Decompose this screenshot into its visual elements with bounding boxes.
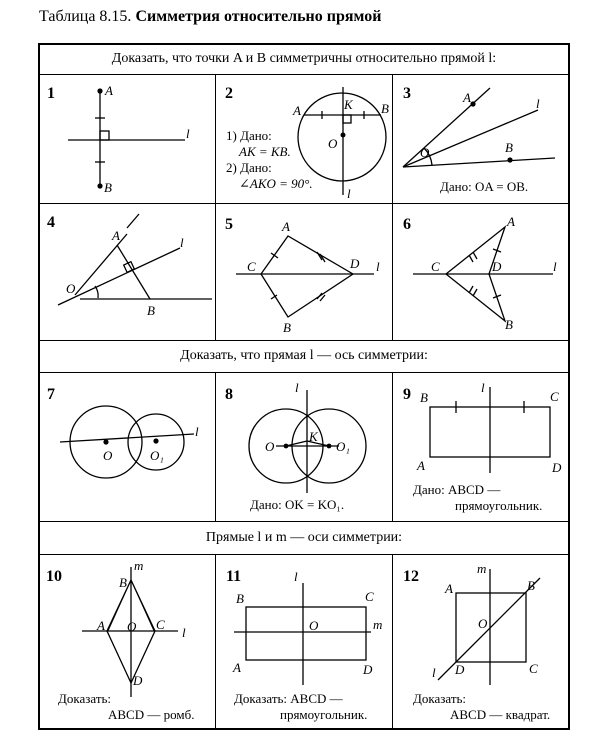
point-label-b: B — [236, 591, 244, 606]
line-label-l: l — [180, 235, 184, 250]
given-text: Доказать: — [58, 691, 112, 706]
line-label-l: l — [432, 665, 436, 680]
point-label-a: A — [97, 618, 105, 633]
figure-cell-12 — [393, 555, 569, 729]
point-label-a: A — [463, 90, 471, 105]
figure-number: 2 — [225, 85, 233, 102]
figure-cell-1 — [40, 75, 215, 203]
point-label-o1: O₁ — [336, 439, 350, 454]
figure-number: 4 — [47, 214, 55, 231]
line-label-m: m — [373, 617, 383, 632]
figure-cell-8 — [216, 373, 392, 521]
point-label-o: O — [309, 618, 319, 633]
point-label-o: O — [103, 448, 113, 463]
point-label-a: A — [112, 228, 120, 243]
table-title — [39, 8, 381, 26]
given-text: 1) Дано: — [226, 128, 272, 143]
point-label-d: D — [492, 259, 502, 274]
point-label-b: B — [147, 303, 155, 318]
point-label-o1: O₁ — [150, 448, 164, 463]
figure-cell-10 — [40, 555, 215, 729]
line-label-m: m — [477, 561, 487, 576]
figure-number: 7 — [47, 386, 55, 403]
line-label-l: l — [536, 96, 540, 111]
point-label-a: A — [507, 214, 515, 229]
section-header: Доказать, что прямая l — ось симметрии: — [180, 348, 428, 363]
figure-cell-3 — [393, 75, 569, 203]
figure-number: 6 — [403, 216, 411, 233]
point-label-o: O — [328, 136, 338, 151]
point-label-a: A — [293, 103, 301, 118]
point-label-o: O — [420, 145, 430, 160]
divider — [38, 521, 570, 522]
figure-number: 5 — [225, 216, 233, 233]
figure-cell-2 — [216, 75, 392, 203]
line-label-l: l — [481, 380, 485, 395]
point-label-c: C — [365, 589, 374, 604]
point-label-b: B — [505, 140, 513, 155]
figure-cell-4 — [40, 204, 215, 340]
point-label-o: O — [265, 439, 275, 454]
figure-5-drawing — [216, 204, 392, 340]
line-label-l: l — [294, 569, 298, 584]
figure-7-drawing — [40, 373, 215, 521]
table-title-text: Симметрия относительно прямой — [135, 8, 382, 25]
section-header: Прямые l и m — оси симметрии: — [205, 530, 403, 545]
figure-number: 9 — [403, 386, 411, 403]
point-label-d: D — [455, 662, 465, 677]
point-label-c: C — [247, 259, 256, 274]
point-label-o: O — [127, 619, 137, 634]
point-label-d: D — [552, 460, 562, 475]
point-label-b: B — [283, 320, 291, 335]
point-label-a: A — [445, 581, 453, 596]
figure-cell-5 — [216, 204, 392, 340]
figure-number: 12 — [403, 568, 419, 585]
point-label-b: B — [505, 317, 513, 332]
figure-4-drawing — [40, 204, 215, 340]
figure-number: 1 — [47, 85, 55, 102]
figure-number: 8 — [225, 386, 233, 403]
given-text: ABCD — ромб. — [108, 707, 195, 722]
point-label-d: D — [363, 662, 373, 677]
point-label-b: B — [527, 578, 535, 593]
point-label-o: O — [478, 616, 488, 631]
figure-cell-9 — [393, 373, 569, 521]
point-label-a: A — [233, 660, 241, 675]
point-label-a: A — [105, 83, 113, 98]
figure-cell-7 — [40, 373, 215, 521]
given-text: Доказать: ABCD — — [234, 691, 343, 706]
point-label-c: C — [156, 617, 165, 632]
line-label-m: m — [134, 558, 144, 573]
line-label-l: l — [295, 380, 299, 395]
figure-number: 3 — [403, 85, 411, 102]
line-label-l: l — [553, 259, 557, 274]
given-text: Дано: OK = KO₁. — [250, 497, 345, 512]
point-label-c: C — [550, 389, 559, 404]
point-label-c: C — [431, 259, 440, 274]
divider — [38, 340, 570, 341]
line-label-l: l — [186, 126, 190, 141]
point-label-a: A — [417, 458, 425, 473]
given-text: ABCD — квадрат. — [450, 707, 551, 722]
line-label-l: l — [347, 186, 351, 201]
point-label-b: B — [119, 575, 127, 590]
given-text: Дано: OA = OB. — [440, 179, 529, 194]
given-text: прямоугольник. — [280, 707, 368, 722]
figure-6-drawing — [393, 204, 569, 340]
point-label-b: B — [381, 101, 389, 116]
line-label-l: l — [182, 625, 186, 640]
point-label-k: K — [344, 97, 353, 112]
point-label-c: C — [529, 661, 538, 676]
table-title-prefix: Таблица 8.15. — [39, 8, 132, 25]
given-text: AK = KB. — [239, 144, 291, 159]
given-text: прямоугольник. — [455, 498, 543, 513]
given-text: Доказать: — [413, 691, 467, 706]
given-text: 2) Дано: — [226, 160, 272, 175]
point-label-b: B — [420, 390, 428, 405]
point-label-a: A — [282, 219, 290, 234]
figure-number: 10 — [46, 568, 62, 585]
point-label-d: D — [133, 673, 143, 688]
given-text: Дано: ABCD — — [413, 482, 501, 497]
figure-number: 11 — [226, 568, 242, 585]
given-text: ∠AKO = 90°. — [239, 176, 313, 191]
point-label-d: D — [350, 256, 360, 271]
section-header: Доказать, что точки A и B симметричны относительно прямой l: — [111, 51, 497, 66]
point-label-k: K — [309, 429, 318, 444]
figure-cell-6 — [393, 204, 569, 340]
point-label-o: O — [66, 281, 76, 296]
line-label-l: l — [376, 259, 380, 274]
point-label-b: B — [104, 180, 112, 195]
figure-cell-11 — [216, 555, 392, 729]
line-label-l: l — [195, 424, 199, 439]
